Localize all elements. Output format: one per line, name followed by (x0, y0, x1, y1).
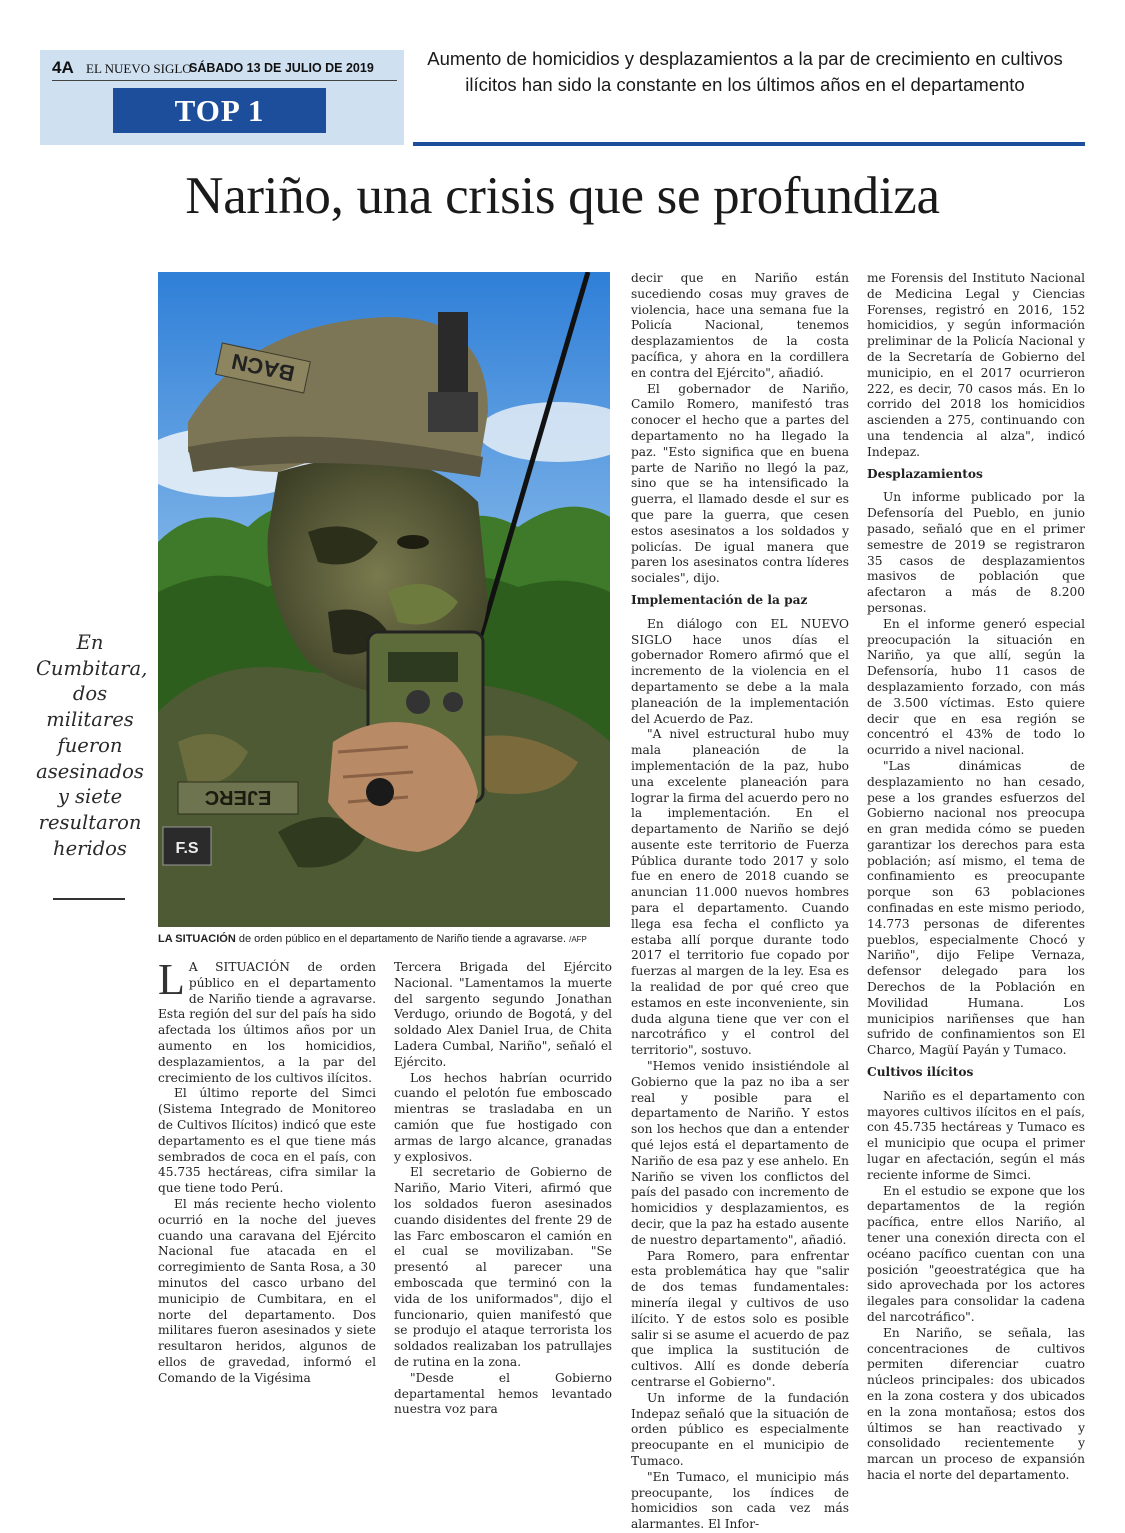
newspaper-name: EL NUEVO SIGLO (86, 61, 192, 76)
body-paragraph: Los hechos habrían ocurrido cuando el pelotón fue emboscado mientras se trasladaba en un camión que fue hostigado con armas de largo alcance, granadas y explosivos. (394, 1070, 612, 1164)
body-paragraph: Tercera Brigada del Ejército Nacional. "Lamentamos la muerte del sargento segundo Jonathan Verdugo, oriundo de Bogotá, y del soldado Alex Daniel Irua, de Chita Ladera Cumbal, Nariño", señaló el Ejército. (394, 960, 612, 1069)
caption-credit: /AFP (569, 935, 587, 944)
body-column-2 (394, 960, 612, 1418)
body-paragraph: En diálogo con EL NUEVO SIGLO hace unos días el gobernador Romero afirmó que el incremento de la violencia en el departamento se debe a la mala planeación de la implementación del Acuerdo de Paz. (631, 616, 849, 726)
body-paragraph: "A nivel estructural hubo muy mala planeación de la implementación de la paz, hubo una excelente planeación para lograr la firma del acuerdo pero no la implementación. En el departamento de Nariño se dejó ausente este territorio de Fuerza Pública durante todo 2017 y solo fue en enero de 2018 cuando se anuncian 11.000 nuevos hombres para el departamento. Cuando llega esa fecha el conflicto ya estaba allí porque durante todo 2017 el territorio fue copado por fuerzas al margen de la ley. Esa es la realidad de por qué creo que estamos en este inconveniente, sin duda alguna tiene que ver con el narcotráfico y el control del territorio", sostuvo. (631, 727, 849, 1058)
article-headline: Nariño, una crisis que se profundiza (185, 167, 940, 225)
body-paragraph: Para Romero, para enfrentar esta problemática hay que "salir de dos temas fundamentales: minería ilegal y cultivos de uso ilícito. Y de estos solo es posible salir si se asume el acuerdo de paz que implica la sustitución de cultivos. Allí es donde debería centrarse el Gobierno". (631, 1248, 849, 1389)
body-column-1 (158, 955, 376, 1387)
page-folio: 4A (52, 58, 74, 77)
chest-name-tape: EJERC (204, 786, 272, 808)
body-column-4 (867, 271, 1085, 1484)
body-paragraph: "Desde el Gobierno departamental hemos levantado nuestra voz para (394, 1370, 612, 1417)
body-paragraph: El más reciente hecho violento ocurrió en la noche del jueves cuando una caravana del Ejército Nacional fue atacada en el corregimiento de Santa Rosa, a 30 minutos del casco urbano del municipio de Cumbitara, en el norte del departamento. Dos militares fueron asesinados y siete resultaron heridos, algunos de ellos de gravedad, informó el Comando de la Vigésima (158, 1196, 376, 1385)
body-paragraph: "En Tumaco, el municipio más preocupante, los índices de homicidios son cada vez más alarmantes. El Infor- (631, 1469, 849, 1532)
photo-caption (158, 933, 618, 945)
body-paragraph: me Forensis del Instituto Nacional de Medicina Legal y Ciencias Forenses, registró en 2016, 152 homicidios, y según información preliminar de la Policía Nacional y de la Secretaría de Gobierno del municipio, en el 2017 ocurrieron 222, es decir, 70 casos más. En lo corrido del 2018 los homicidios ascienden a 275, continuando con una tendencia al alza", indicó Indepaz. (867, 271, 1085, 459)
caption-text: de orden público en el departamento de Nariño tiende a agravarse. (235, 933, 570, 945)
body-paragraph: El secretario de Gobierno de Nariño, Mario Viteri, afirmó que los soldados fueron asesinados cuando disidentes del frente 29 de las Farc emboscaron el camión en el cual se movilizaban. "Se presentó al parecer una emboscada que terminó con la vida de los uniformados", dijo el funcionario, quien manifestó que se produjo el ataque terrorista los soldados realizaban los patrullajes de rutina en la zona. (394, 1165, 612, 1369)
body-column-3 (631, 271, 849, 1533)
pull-quote: En Cumbitara, dos militares fueron asesinados y siete resultaron heridos (36, 631, 148, 860)
body-paragraph: Un informe publicado por la Defensoría del Pueblo, en junio pasado, señaló que en el primer semestre de 2019 se registraron 35 casos de desplazamientos masivos de población que afectaron a más de 8.200 personas. (867, 490, 1085, 615)
issue-date: SÁBADO 13 DE JULIO DE 2019 (189, 61, 374, 75)
body-paragraph: Un informe de la fundación Indepaz señaló que la situación de orden público es especialmente preocupante en el municipio de Tumaco. (631, 1390, 849, 1468)
caption-lead: LA SITUACIÓN (158, 933, 236, 945)
body-paragraph: "Las dinámicas de desplazamiento no han cesado, pese a los grandes esfuerzos del Gobierno nacional nos preocupa en gran medida cómo se pueden garantizar los derechos para esta población; así mismo, el tema de confinamiento es preocupante porque son 63 poblaciones confinadas en este mismo periodo, 14.773 personas de diferentes pueblos, especialmente Chocó y Nariño", dijo Felipe Vernaza, defensor delegado para los Derechos de la Población en Movilidad Humana. Los municipios nariñenses que han sufrido de confinamientos son El Charco, Magüí Payán y Tumaco. (867, 758, 1085, 1058)
lead-text: A SITUACIÓN de orden público en el departamento de Nariño tiende a agravarse. Esta región del sur del país ha sido afectada los últimos años por un aumento en los homicidios, desplazamientos, a la par del crecimiento de los cultivos ilícitos. (158, 960, 376, 1085)
helmet-name-tape: BACN (229, 348, 297, 387)
body-paragraph: decir que en Nariño están sucediendo cosas muy graves de violencia, hace una semana fue la Policía Nacional, tenemos desplazamientos de la costa pacífica, y ahora en la cordillera en contra del Ejército", añadió. (631, 271, 849, 380)
subhead-implementacion: Implementación de la paz (631, 592, 808, 607)
subhead-desplazamientos: Desplazamientos (867, 466, 983, 481)
subhead-cultivos: Cultivos ilícitos (867, 1065, 974, 1080)
pull-quote-rule (53, 898, 125, 900)
lead-paragraph (158, 955, 376, 1086)
section-badge: TOP 1 (113, 88, 326, 133)
shoulder-tag: F.S (175, 840, 199, 857)
article-photo (158, 272, 610, 927)
body-paragraph: En Nariño, se señala, las concentraciones de cultivos permiten diferenciar cuatro núcleos principales: dos ubicados en la zona costera y dos ubicados en la zona montañosa; estos dos últimos se han reactivado y consolidado recientemente y marcan un proceso de expansión hacia el norte del departamento. (867, 1325, 1085, 1482)
body-paragraph: Nariño es el departamento con mayores cultivos ilícitos en el país, con 45.735 hectáreas y Tumaco es el municipio que ocupa el primer lugar en afectación, según el más reciente informe de Simci. (867, 1088, 1085, 1182)
drop-cap: L (158, 955, 185, 1004)
body-paragraph: El gobernador de Nariño, Camilo Romero, manifestó tras conocer el hecho que a partes del departamento no ha llegado la paz. "Esto significa que en buena parte de Nariño no llegó la paz, sino que se ha intensificado la guerra, el llamado desde el sur es que pare la guerra, que cesen estos asesinatos a los soldados y policías. De igual manera que paren los asesinatos contra líderes sociales", dijo. (631, 381, 849, 586)
body-paragraph: "Hemos venido insistiéndole al Gobierno que la paz no iba a ser real y posible para el departamento de Nariño. Y estos son los hechos que dan a entender qué lejos está el departamento de Nariño de esa paz y ese anhelo. En Nariño se viven los conflictos del país del pasado con incremento de homicidios y desplazamientos, es decir, que la paz ha estado ausente de nuestro departamento", añadió. (631, 1059, 849, 1247)
folio-rule (52, 80, 397, 81)
kicker-rule (413, 142, 1085, 146)
body-paragraph: En el estudio se expone que los departamentos de la región pacífica, entre ellos Nariño, al tener una conexión directa con el océano pacífico cuentan con una posición "geoestratégica que ha sido aprovechada por los actores ilegales para consolidar la cadena del narcotráfico". (867, 1183, 1085, 1324)
article-kicker: Aumento de homicidios y desplazamientos a la par de crecimiento en cultivos ilícitos han sido la constante en los últimos años en el departamento (427, 48, 1063, 95)
body-paragraph: El último reporte del Simci (Sistema Integrado de Monitoreo de Cultivos Ilícitos) indicó que este departamento es el que tiene más sembrados de coca en el país, con 45.735 hectáreas, cifra similar la que tiene todo Perú. (158, 1086, 376, 1196)
body-paragraph: En el informe generó especial preocupación la situación en Nariño, ya que allí, según la Defensoría, hubo 11 casos de desplazamiento forzado, con más de 3.500 víctimas. Esto quiere decir que en esa región se concentró el 43% de todo lo ocurrido a nivel nacional. (867, 616, 1085, 758)
